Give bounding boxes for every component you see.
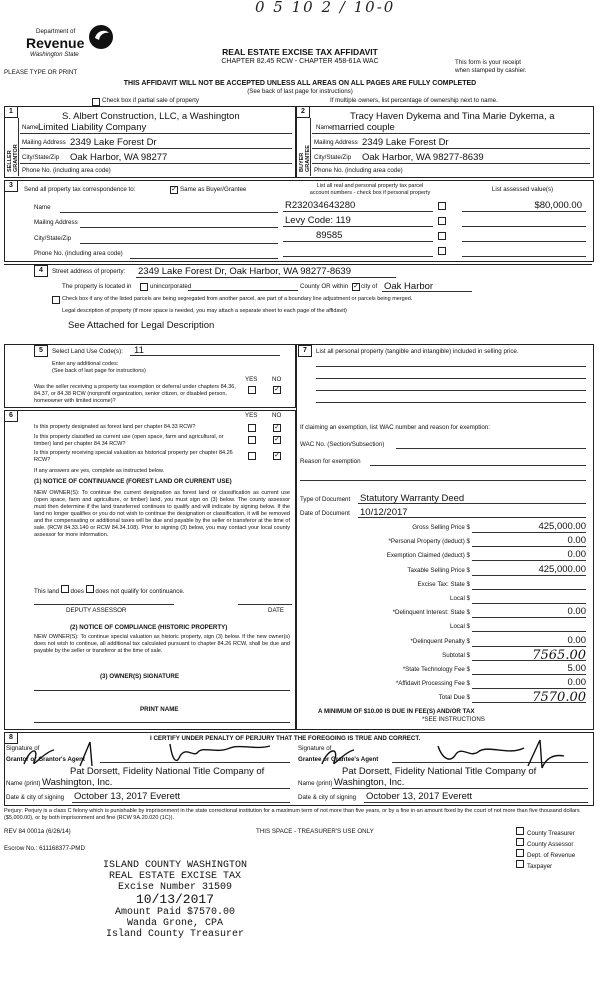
s6-q2-no[interactable]: ✓ <box>274 436 280 443</box>
legal-desc-value[interactable]: See Attached for Legal Description <box>68 320 215 331</box>
land-use-label: Select Land Use Code(s): <box>52 348 123 355</box>
section-1-number: 1 <box>4 106 18 118</box>
s6-q3-yes[interactable] <box>248 452 256 460</box>
s6-q3-no[interactable]: ✓ <box>274 452 280 459</box>
grantor-sig-label-2: Grantor or Grantor's Agent <box>6 756 85 763</box>
s6-q1-no[interactable]: ✓ <box>274 424 280 431</box>
minimum-due: A MINIMUM OF $10.00 IS DUE IN FEE(S) AND/OR TAX <box>318 708 475 715</box>
tax-row-value[interactable]: 7570.00 <box>532 690 586 706</box>
grantor-name[interactable]: Pat Dorsett, Fidelity National Title Company of <box>70 766 265 777</box>
legal-desc-label: Legal description of property (if more space is needed, you may attach a separate sheet to each page of the affidavit) <box>62 308 347 314</box>
section-7-number: 7 <box>298 345 312 357</box>
tax-row-line <box>472 589 586 590</box>
tax-row-value[interactable]: 425,000.00 <box>538 563 586 575</box>
buyer-mail-label: Mailing Address <box>314 139 358 146</box>
assessed-1[interactable]: $80,000.00 <box>534 200 582 211</box>
s6-q2-yes[interactable] <box>248 436 256 444</box>
tax-row-value[interactable]: 0.00 <box>567 535 586 547</box>
tax-row-line <box>472 532 586 533</box>
s5-no: NO <box>272 376 282 383</box>
grantor-sig-label-1: Signature of <box>6 745 40 752</box>
parcel-header-2: account numbers - check box if personal property <box>309 190 431 196</box>
notice2-body: NEW OWNER(S): To continue special valuation as historic property, sign (3) below. If the new owner(s) does not wish to continue, all additional tax calculated pursuant to chapter 84.26 RCW, shall be due and payable by the seller or transferor at the time of sale. <box>34 634 290 654</box>
personal-property-label: List all personal property (tangible and intangible) included in selling price. <box>316 348 519 355</box>
seller-mail-value[interactable]: 2349 Lake Forest Dr <box>70 137 157 148</box>
section-3-number: 3 <box>4 180 18 192</box>
section-5-number: 5 <box>34 345 48 357</box>
grantee-name[interactable]: Pat Dorsett, Fidelity National Title Company of <box>342 766 537 777</box>
distribution-item: Dept. of Revenue <box>516 849 575 860</box>
s5-yes: YES <box>245 376 258 383</box>
certify-statement: I CERTIFY UNDER PENALTY OF PERJURY THAT THE FOREGOING IS TRUE AND CORRECT. <box>150 735 421 742</box>
section-8-number: 8 <box>4 732 18 744</box>
deputy-assessor: DEPUTY ASSESSOR <box>66 607 127 614</box>
additional-codes-1: Enter any additional codes: <box>52 361 119 367</box>
reason-label: Reason for exemption <box>300 458 361 465</box>
seller-city-label: City/State/Zip <box>22 154 60 161</box>
city-of-label: city of <box>361 283 378 290</box>
tax-row-line <box>472 646 586 647</box>
seller-name-label: Name <box>22 124 39 131</box>
distribution-item: County Assessor <box>516 838 575 849</box>
grantee-sig-label-1: Signature of <box>298 745 332 752</box>
buyer-city-value[interactable]: Oak Harbor, WA 98277-8639 <box>362 152 484 163</box>
tax-row-label: Local $ <box>450 595 470 602</box>
same-as-buyer-label: Same as Buyer/Grantee <box>180 186 247 193</box>
levy-code[interactable]: Levy Code: 119 <box>285 215 351 226</box>
grantee-date-label: Date & city of signing <box>298 794 357 801</box>
dor-logo <box>4 24 114 70</box>
doc-type-value[interactable]: Statutory Warranty Deed <box>360 493 465 504</box>
segregated-checkbox[interactable] <box>52 296 60 304</box>
buyer-name-value[interactable]: married couple <box>332 122 395 133</box>
buyer-name-line1[interactable]: Tracy Haven Dykema and Tina Marie Dykema, a <box>350 111 555 122</box>
send-correspondence-label: Send all property tax correspondence to: <box>24 186 136 193</box>
tax-row-label: *Personal Property (deduct) $ <box>388 538 470 546</box>
parcel-3-checkbox[interactable] <box>438 232 446 240</box>
grantor-name-label: Name (print) <box>6 780 41 787</box>
city-of-value[interactable]: Oak Harbor <box>384 281 434 292</box>
tax-row-label: Total Due $ <box>438 694 470 702</box>
stamp-line: Island County Treasurer <box>105 929 245 940</box>
notice1-title: (1) NOTICE OF CONTINUANCE (FOREST LAND OR CURRENT USE) <box>34 478 232 485</box>
s3-mail-label: Mailing Address <box>34 219 78 226</box>
county-or-within: County OR within <box>300 283 349 290</box>
distribution-list <box>516 827 575 871</box>
see-back: (See back of last page for instructions) <box>247 88 353 95</box>
seller-mail-label: Mailing Address <box>22 139 66 146</box>
seller-city-value[interactable]: Oak Harbor, WA 98277 <box>70 152 168 163</box>
tax-row-line <box>472 546 586 547</box>
tax-row-value[interactable]: 0.00 <box>567 549 586 561</box>
perjury-notice: Perjury: Perjury is a class C felony which is punishable by imprisonment in the state correctional institution for a maximum term of not more than five years, or by a fine in an amount fixed by the court of not more than five thousand dollars ($5,000.00), or by both imprisonment and fine (RCW 9A.20.020 (1C)). <box>4 808 580 821</box>
land-use-value[interactable]: 11 <box>134 345 144 356</box>
receipt-note-2: when stamped by cashier. <box>455 67 527 74</box>
section-6-number: 6 <box>4 410 18 422</box>
tax-row-value[interactable]: 0.00 <box>567 634 586 646</box>
notice1-body: NEW OWNER(S): To continue the current designation as forest land or classification as current use (open space, farm and agriculture, or timber) land, you must sign on (3) below. The county assessor must then determine if the land transferred continues to qualify and will indicate by signing below. If the land no longer qualifies or you do not wish to continue the designation or classification, it will be removed and the compensating or additional taxes will be due and payable by the seller or transferor at the time of sale. (RCW 84.33.140 or RCW 84.34.108). Prior to signing (3) below, you may contact your local county assessor for more information. <box>34 490 290 538</box>
stamp-date: 10/13/2017 <box>135 892 214 907</box>
s6-q3: Is this property receiving special valuation as historical property per chapter 84.26 RCW? <box>34 450 233 463</box>
distribution-item: County Treasurer <box>516 827 575 838</box>
notice2-title: (2) NOTICE OF COMPLIANCE (HISTORIC PROPERTY) <box>70 624 228 631</box>
s3-phone-label: Phone No. (including area code) <box>34 250 123 257</box>
tax-row-line <box>472 688 586 689</box>
land-qualify: This land does does not qualify for continuance. <box>34 585 185 596</box>
grantee-date[interactable]: October 13, 2017 Everett <box>366 791 473 802</box>
s5-no-checkbox[interactable]: ✓ <box>274 386 280 393</box>
parcel-3[interactable]: 89585 <box>316 230 343 241</box>
logo-line2: Revenue <box>26 35 85 51</box>
stamp-line: Excise Number 31509 <box>117 882 233 893</box>
buyer-grantee-label: BUYER GRANTEE <box>299 145 311 172</box>
grantor-date-label: Date & city of signing <box>6 794 65 801</box>
tax-row-line <box>472 702 586 703</box>
grantee-sig-label-2: Grantee or Grantee's Agent <box>298 756 379 763</box>
escrow-number: Escrow No.: 611168377-PMD <box>4 845 85 852</box>
additional-codes-2: (See back of last page for instructions) <box>52 368 146 374</box>
tax-row-value[interactable]: 5.00 <box>567 663 586 674</box>
treasurer-use: THIS SPACE - TREASURER'S USE ONLY <box>256 828 374 835</box>
buyer-phone-label: Phone No. (including area code) <box>314 167 403 174</box>
tax-row-line <box>472 631 586 632</box>
owner-signature-title: (3) OWNER(S) SIGNATURE <box>100 673 179 680</box>
tax-row-value[interactable]: 0.00 <box>567 677 586 689</box>
stamp-amount: Amount Paid $7570.00 <box>114 907 236 918</box>
located-label: The property is located in <box>62 283 132 290</box>
multiple-owners-note: If multiple owners, list percentage of ownership next to name. <box>330 97 498 104</box>
tax-row-label: Subtotal $ <box>442 651 470 659</box>
buyer-name-label: Name <box>316 124 333 131</box>
tax-row-line <box>472 674 586 675</box>
buyer-mail-value[interactable]: 2349 Lake Forest Dr <box>362 137 449 148</box>
warning-line: THIS AFFIDAVIT WILL NOT BE ACCEPTED UNLESS ALL AREAS ON ALL PAGES ARE FULLY COMPLETED <box>123 80 477 87</box>
s6-q2: Is this property classified as current use (open space, farm and agricultural, or timber) land per chapter 84.34 RCW? <box>34 434 224 447</box>
tax-row-label: Taxable Selling Price $ <box>407 566 470 574</box>
tax-row-label: Gross Selling Price $ <box>412 524 470 531</box>
seller-phone-label: Phone No. (including area code) <box>22 167 111 174</box>
distribution-item: Taxpayer <box>516 860 575 871</box>
stamp-line: REAL ESTATE EXCISE TAX <box>108 871 242 882</box>
receipt-note-1: This form is your receipt <box>455 59 522 66</box>
seller-name-value[interactable]: Limited Liability Company <box>38 122 147 133</box>
assessed-header: List assessed value(s) <box>491 186 554 193</box>
wac-label: WAC No. (Section/Subsection) <box>300 441 385 448</box>
doc-type-label: Type of Document <box>300 496 351 503</box>
s6-no: NO <box>272 412 282 419</box>
logo-line1: Department of <box>36 28 76 35</box>
seller-name-line1[interactable]: S. Albert Construction, LLC, a Washington <box>62 111 240 122</box>
tax-row-value[interactable]: 425,000.00 <box>538 521 586 532</box>
land-does-not-checkbox[interactable] <box>86 585 94 593</box>
land-does-checkbox[interactable] <box>61 585 69 593</box>
parcel-4-checkbox[interactable] <box>438 247 446 255</box>
tax-row-label: *Delinquent Interest: State $ <box>392 609 470 617</box>
city-checkbox[interactable]: ✓ <box>353 283 359 290</box>
tax-row-label: Exemption Claimed (deduct) $ <box>386 552 470 560</box>
tax-row-value[interactable]: 7565.00 <box>532 647 586 663</box>
buyer-city-label: City/State/Zip <box>314 154 352 161</box>
tax-row-label: *Delinquent Penalty $ <box>410 637 470 645</box>
s6-yes: YES <box>245 412 258 419</box>
form-chapter: CHAPTER 82.45 RCW - CHAPTER 458-61A WAC <box>221 58 379 65</box>
logo-line3: Washington State <box>30 51 79 58</box>
stamp-line: Wanda Grone, CPA <box>126 918 223 929</box>
grantee-name-2[interactable]: Washington, Inc. <box>334 777 405 788</box>
tax-row-line <box>472 617 586 618</box>
deputy-date: DATE <box>268 607 285 614</box>
street-value[interactable]: 2349 Lake Forest Dr, Oak Harbor, WA 98277-8639 <box>138 266 351 277</box>
grantor-date[interactable]: October 13, 2017 Everett <box>74 791 181 802</box>
see-instructions: *SEE INSTRUCTIONS <box>422 716 485 723</box>
tax-row-label: Local $ <box>450 623 470 631</box>
section-4-number: 4 <box>34 265 48 277</box>
partial-sale-checkbox[interactable] <box>92 98 100 106</box>
parcel-1[interactable]: R232034643280 <box>285 200 356 211</box>
s6-q1-yes[interactable] <box>248 424 256 432</box>
parcel-header-1: List all real and personal property tax parcel <box>316 183 424 189</box>
top-handwritten-number: 0 5 10 2 / 10-0 <box>255 0 396 16</box>
s6-q1: Is this property designated as forest land per chapter 84.33 RCW? <box>34 424 196 430</box>
parcel-1-checkbox[interactable] <box>438 202 446 210</box>
segregated-label: Check box if any of the listed parcels are being segregated from another parcel, are part of a boundary line adjustment or parcels being merged. <box>62 296 413 302</box>
tax-row-line <box>472 603 586 604</box>
rev-number: REV 84 0001a (6/26/14) <box>4 828 71 835</box>
please-type: PLEASE TYPE OR PRINT <box>4 69 78 76</box>
s3-name-label: Name <box>34 204 51 211</box>
doc-date-label: Date of Document <box>300 510 350 517</box>
street-label: Street address of property: <box>52 268 126 275</box>
stamp-line: ISLAND COUNTY WASHINGTON <box>102 860 248 871</box>
grantor-name-2[interactable]: Washington, Inc. <box>42 777 113 788</box>
print-name-label: PRINT NAME <box>140 706 179 713</box>
treasurer-stamp <box>60 860 290 940</box>
unincorporated-checkbox[interactable] <box>140 283 148 291</box>
exemption-question: Was the seller receiving a property tax exemption or deferral under chapters 84.36, 84.37, or 84.38 RCW (nonprofit organization, senior citizen, or disabled person, homeowner with limited income)? <box>34 384 236 404</box>
tax-row-line <box>472 660 586 661</box>
tax-row-value[interactable]: 0.00 <box>567 606 586 618</box>
seller-grantor-label: SELLER GRANTOR <box>7 144 19 172</box>
tax-row-label: *Affidavit Processing Fee $ <box>395 680 470 688</box>
same-as-buyer-checkbox[interactable]: ✓ <box>171 186 177 193</box>
tax-row-label: Excise Tax: State $ <box>417 580 470 588</box>
s5-yes-checkbox[interactable] <box>248 386 256 394</box>
tax-row-label: *State Technology Fee $ <box>402 666 470 673</box>
grantee-name-label: Name (print) <box>298 780 333 787</box>
s6-if-yes: If any answers are yes, complete as instructed below. <box>34 468 165 474</box>
section-2-number: 2 <box>296 106 310 118</box>
unincorporated-label: unincorporated <box>150 283 192 290</box>
doc-date-value[interactable]: 10/12/2017 <box>360 507 408 518</box>
parcel-2-checkbox[interactable] <box>438 217 446 225</box>
washington-logo-icon <box>88 24 114 50</box>
partial-sale-label: Check box if partial sale of property <box>102 97 199 104</box>
tax-row-line <box>472 575 586 576</box>
tax-row-line <box>472 560 586 561</box>
s3-city-label: City/State/Zip <box>34 235 72 242</box>
exemption-label: If claiming an exemption, list WAC number and reason for exemption: <box>300 424 490 431</box>
form-title: REAL ESTATE EXCISE TAX AFFIDAVIT <box>222 47 378 57</box>
